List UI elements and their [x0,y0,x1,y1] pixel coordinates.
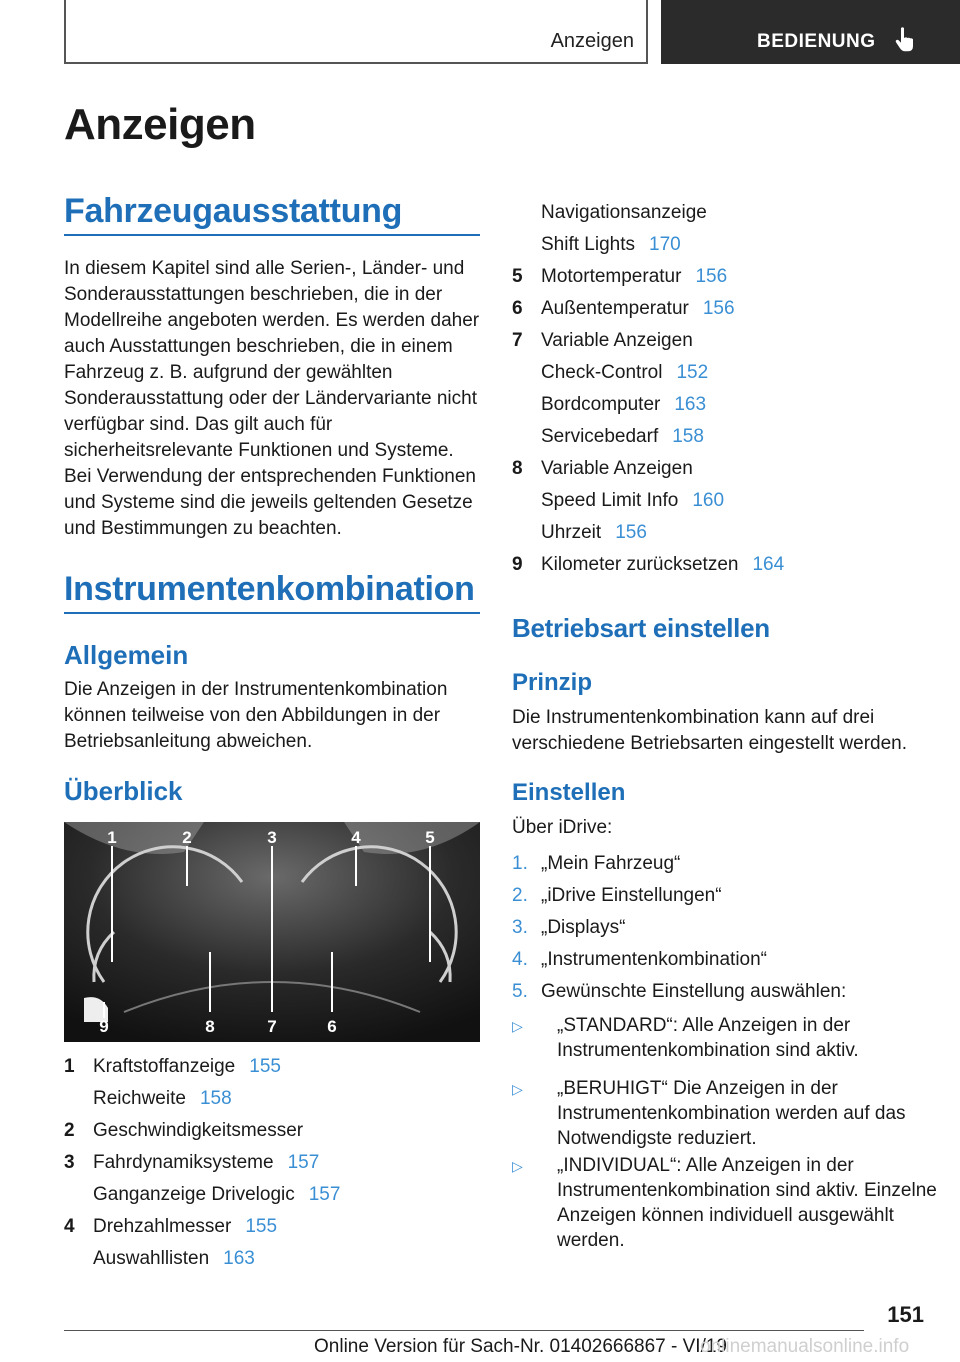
legend-label [93,1182,340,1208]
page-reference-link[interactable]: 163 [223,1248,255,1269]
callout-4: 4 [351,828,361,847]
page-reference-link[interactable]: 158 [672,426,704,447]
hand-pointer-icon [894,26,918,54]
page-reference-link[interactable]: 160 [692,490,725,511]
page-reference-link[interactable]: 163 [674,394,707,415]
general-body: Die Anzeigen in der Instrumentenkombination können teilweise von den Abbildungen in der Betriebsanleitung abweichen. [64,679,448,752]
page-reference-link[interactable]: 155 [245,1216,278,1237]
page-reference-link[interactable]: 164 [752,554,785,575]
heading-setting: Einstellen [512,779,626,806]
page-reference-link[interactable]: 156 [615,522,647,543]
legend-text: Shift Lights [541,234,635,255]
page-reference-link[interactable]: 156 [702,298,735,319]
heading-general: Allgemein [64,640,189,670]
legend-number: 1 [64,1056,75,1077]
legend-label [93,1086,232,1112]
option-text: „STANDARD“: Alle Anzeigen in der Instrumentenkombination sind aktiv. [557,1015,859,1061]
equipment-body: In diesem Kapitel sind alle Serien-, Länder- und Sonderausstattungen beschrieben, die in der Modellreihe angeboten werden. Es werden daher auch Ausstattungen beschrieben, die in einem Fahrzeug z. B. aufgrund der gewählten Sonderausstattung oder der Ländervariante nicht verfügbar sind. Das gilt auch für sicherheitsrelevante Funktionen und Systeme. Bei Verwendung der entsprechenden Funktionen und Systeme sind die jeweils geltenden Gesetze und Bestimmungen zu beachten. [64,258,480,539]
principle-body: Die Instrumentenkombination kann auf drei verschiedene Betriebsarten eingestellt werden. [512,707,908,754]
page-reference-link[interactable]: 152 [676,362,709,383]
page-reference-link[interactable]: 158 [199,1088,232,1109]
triangle-bullet-icon: ▷ [512,1081,523,1097]
legend-label [93,1214,277,1240]
legend-number: 6 [512,298,523,319]
legend-text: Variable Anzeigen [541,330,693,351]
callout-9: 9 [99,1017,109,1036]
step-label: Gewünschte Einstellung auswählen: [541,981,847,1002]
callout-2: 2 [182,828,192,847]
section-tab-label: Anzeigen [550,30,634,52]
step-number: 2. [512,885,528,906]
step-number: 4. [512,949,528,970]
legend-label [541,296,735,322]
legend-text: Fahrdynamiksysteme [93,1152,274,1173]
step-label: „iDrive Einstellungen“ [541,885,722,906]
legend-number: 5 [512,266,523,287]
legend-text: Ganganzeige Drivelogic [93,1184,295,1205]
heading-mode: Betriebsart einstellen [512,613,770,643]
option-text: „INDIVIDUAL“: Alle Anzeigen in der Instrumentenkombination sind aktiv. Einzelne Anzeigen können individuell ausgewählt werden. [557,1155,937,1251]
watermark: onlinemanualsonline.info [700,1336,910,1357]
legend-number: 7 [512,330,523,351]
option-text: „BERUHIGT“ Die Anzeigen in der Instrumentenkombination werden auf das Notwendigste reduziert. [557,1078,906,1149]
legend-text: Bordcomputer [541,394,661,415]
legend-label [93,1118,303,1144]
page-reference-link[interactable]: 155 [249,1056,281,1077]
legend-text: Geschwindigkeitsmesser [93,1120,304,1141]
triangle-bullet-icon: ▷ [512,1158,523,1174]
chapter-label: BEDIENUNG [757,31,876,52]
instrument-cluster-illustration [64,822,480,1042]
heading-principle: Prinzip [512,669,593,696]
heading-cluster: Instrumentenkombination [64,570,475,608]
step-number: 1. [512,853,528,874]
legend-number: 8 [512,458,523,479]
callout-3: 3 [267,828,277,847]
page-reference-link[interactable]: 170 [649,234,681,255]
legend-text: Reichweite [93,1088,186,1109]
legend-text: Speed Limit Info [541,490,679,511]
legend-text: Kilometer zurücksetzen [541,554,739,575]
legend-text: Variable Anzeigen [541,458,693,479]
legend-text: Motortemperatur [541,266,682,287]
legend-label [93,1054,281,1080]
legend-number: 9 [512,554,523,575]
instrument-cluster-figure [64,822,480,1042]
section-tab [64,0,648,64]
step-label: „Mein Fahrzeug“ [541,853,681,874]
legend-label [93,1246,255,1272]
footer-rule [64,1330,864,1331]
page-reference-link[interactable]: 157 [287,1152,320,1173]
legend-text: Auswahllisten [93,1248,210,1269]
legend-label [541,456,693,482]
callout-1: 1 [107,828,117,847]
step-number: 3. [512,917,528,938]
triangle-bullet-icon: ▷ [512,1018,523,1034]
legend-number: 4 [64,1216,75,1237]
legend-label [93,1150,319,1176]
heading-equipment: Fahrzeugausstattung [64,192,403,230]
legend-label [541,392,706,418]
page-reference-link[interactable]: 157 [308,1184,341,1205]
legend-label [541,360,708,386]
legend-text: Außentemperatur [541,298,689,319]
legend-label [541,488,724,514]
legend-number: 3 [64,1152,75,1173]
callout-6: 6 [327,1017,337,1036]
setting-intro: Über iDrive: [512,817,613,838]
callout-8: 8 [205,1017,215,1036]
page-title: Anzeigen [64,100,256,149]
step-label: „Displays“ [541,917,626,938]
legend-text: Navigationsanzeige [541,202,707,223]
legend-text: Kraftstoffanzeige [93,1056,236,1077]
heading-rule [64,234,480,236]
page-reference-link[interactable]: 156 [695,266,728,287]
step-label: „Instrumentenkombination“ [541,949,767,970]
chapter-tab [661,0,960,64]
legend-label [541,232,681,258]
callout-7: 7 [267,1017,277,1036]
legend-label [541,424,704,450]
online-version: Online Version für Sach-Nr. 01402666867 - VI/19 [314,1336,727,1357]
step-number: 5. [512,981,528,1002]
legend-label [541,520,647,546]
legend-text: Servicebedarf [541,426,659,447]
legend-label [541,200,707,226]
callout-5: 5 [425,828,435,847]
legend-label [541,552,784,578]
legend-text: Check-Control [541,362,663,383]
legend-text: Uhrzeit [541,522,602,543]
heading-overview: Überblick [64,776,183,806]
legend-label [541,264,727,290]
legend-text: Drehzahlmesser [93,1216,232,1237]
legend-label [541,328,693,354]
page-number: 151 [887,1302,924,1327]
legend-number: 2 [64,1120,75,1141]
heading-rule [64,612,480,614]
